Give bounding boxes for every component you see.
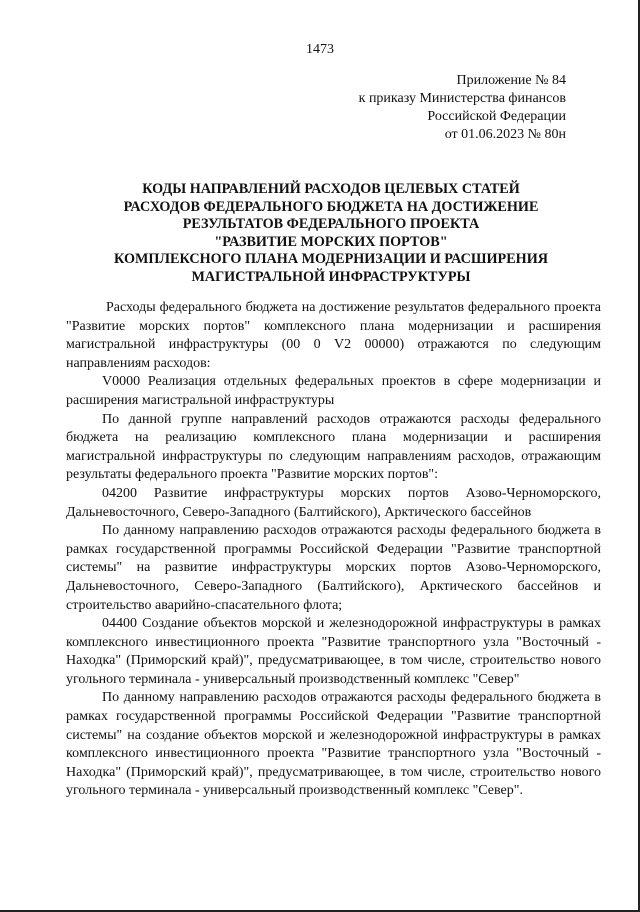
title-line: МАГИСТРАЛЬНОЙ ИНФРАСТРУКТУРЫ <box>191 268 471 285</box>
paragraph: 04200 Развитие инфраструктуры морских портов Азово-Черноморского, Дальневосточного, Северо-Западного (Балтийского), Арктического бассейнов <box>66 485 601 520</box>
title-line: КОМПЛЕКСНОГО ПЛАНА МОДЕРНИЗАЦИИ И РАСШИРЕНИЯ <box>114 251 548 268</box>
paragraph: V0000 Реализация отдельных федеральных проектов в сфере модернизации и расширения магистральной инфраструктуры <box>66 374 601 408</box>
page-number: 1473 <box>306 42 334 57</box>
appendix-line: от 01.06.2023 № 80н <box>444 127 566 142</box>
title-line: КОДЫ НАПРАВЛЕНИЙ РАСХОДОВ ЦЕЛЕВЫХ СТАТЕЙ <box>142 181 520 197</box>
document-title <box>76 181 586 287</box>
paragraph: 04400 Создание объектов морской и железнодорожной инфраструктуры в рамках комплексного инвестиционного проекта "Развитие транспортного узла "Восточный - Находка" (Приморский край)", предусматривающее, в том числе, строительство нового угольного терминала - универсальный производственный комплекс "Север" <box>66 616 601 687</box>
paragraph: По данному направлению расходов отражаются расходы федерального бюджета в рамках государственной программы Российской Федерации "Развитие транспортной системы" на развитие инфраструктуры морских портов Азово-Черноморского, Дальневосточного, Северо-Западного (Балтийского), Арктического бассейнов и строительство аварийно-спасательного флота; <box>66 523 601 613</box>
appendix-line: Приложение № 84 <box>456 73 566 88</box>
appendix-block <box>306 72 566 144</box>
appendix-line: Российской Федерации <box>427 109 566 124</box>
paragraph: По данному направлению расходов отражаются расходы федерального бюджета в рамках государственной программы Российской Федерации "Развитие транспортной системы" на создание объектов морской и железнодорожной инфраструктуры в рамках комплексного инвестиционного проекта "Развитие транспортного узла "Восточный - Находка" (Приморский край)", предусматривающее, в том числе, строительство нового угольного терминала - универсальный производственный комплекс "Север". <box>66 690 601 799</box>
title-line: "РАЗВИТИЕ МОРСКИХ ПОРТОВ" <box>214 233 448 250</box>
paragraph: Расходы федерального бюджета на достижение результатов федерального проекта "Развитие морских портов" комплексного плана модернизации и расширения магистральной инфраструктуры (00 0 V2 00000) отражаются по следующим направлениям расходов: <box>66 300 601 371</box>
appendix-line: к приказу Министерства финансов <box>358 91 566 106</box>
title-line: РЕЗУЛЬТАТОВ ФЕДЕРАЛЬНОГО ПРОЕКТА <box>182 216 480 233</box>
paragraph: По данной группе направлений расходов отражаются расходы федерального бюджета на реализацию комплексного плана модернизации и расширения магистральной инфраструктуры по следующим направлениям расходов, отражающим результаты федерального проекта "Развитие морских портов": <box>66 411 601 483</box>
title-line: РАСХОДОВ ФЕДЕРАЛЬНОГО БЮДЖЕТА НА ДОСТИЖЕНИЕ <box>123 198 539 215</box>
document-body <box>66 299 601 801</box>
